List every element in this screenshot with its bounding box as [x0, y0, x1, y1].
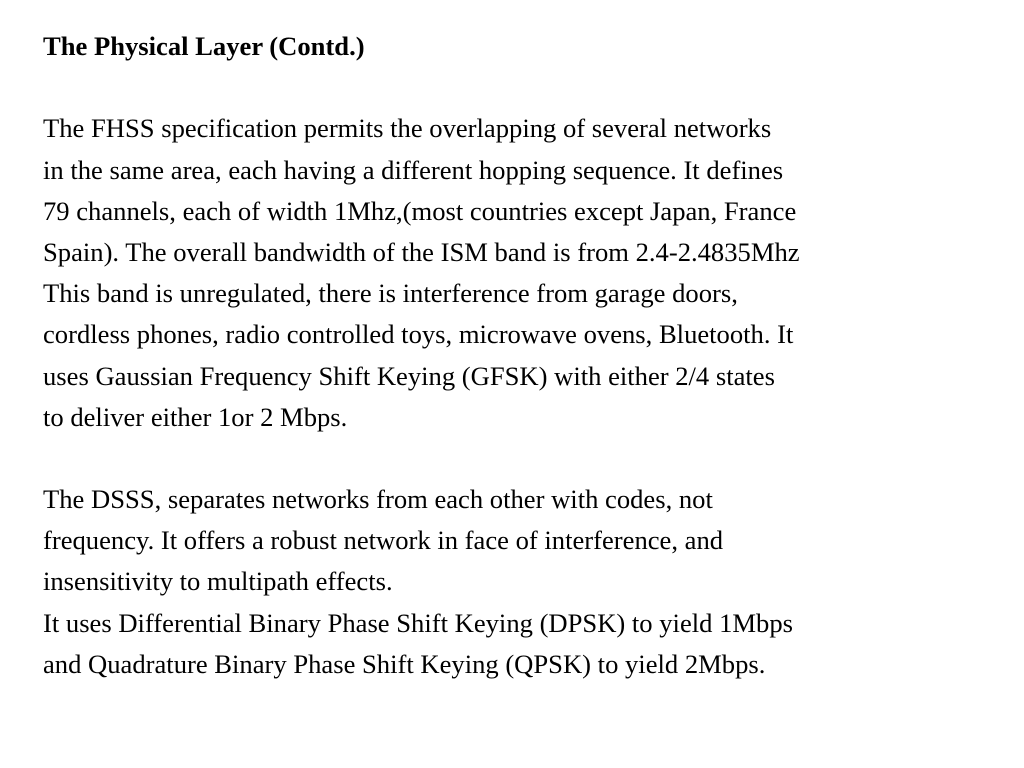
text-line: It uses Differential Binary Phase Shift Keying (DPSK) to yield 1Mbps [43, 607, 793, 638]
text-line: The DSSS, separates networks from each other with codes, not [43, 484, 713, 515]
text-line: Spain). The overall bandwidth of the ISM band is from 2.4-2.4835Mhz [43, 236, 800, 267]
text-line: 79 channels, each of width 1Mhz,(most countries except Japan, France [43, 195, 797, 226]
slide-content [43, 26, 1018, 685]
slide-title: The Physical Layer (Contd.) [43, 31, 365, 61]
text-line: cordless phones, radio controlled toys, microwave ovens, Bluetooth. It [43, 319, 794, 350]
fhss-paragraph [43, 108, 1018, 438]
spacer [43, 67, 1018, 108]
text-line: to deliver either 1or 2 Mbps. [43, 401, 348, 432]
text-line: insensitivity to multipath effects. [43, 566, 393, 597]
text-line: in the same area, each having a different hopping sequence. It defines [43, 154, 784, 185]
text-line: and Quadrature Binary Phase Shift Keying (QPSK) to yield 2Mbps. [43, 648, 766, 679]
spacer [43, 438, 1018, 479]
text-line: frequency. It offers a robust network in face of interference, and [43, 525, 724, 556]
text-line: uses Gaussian Frequency Shift Keying (GFSK) with either 2/4 states [43, 360, 775, 391]
dsss-paragraph [43, 479, 1018, 685]
text-line: This band is unregulated, there is interference from garage doors, [43, 278, 738, 309]
text-line: The FHSS specification permits the overlapping of several networks [43, 113, 772, 144]
